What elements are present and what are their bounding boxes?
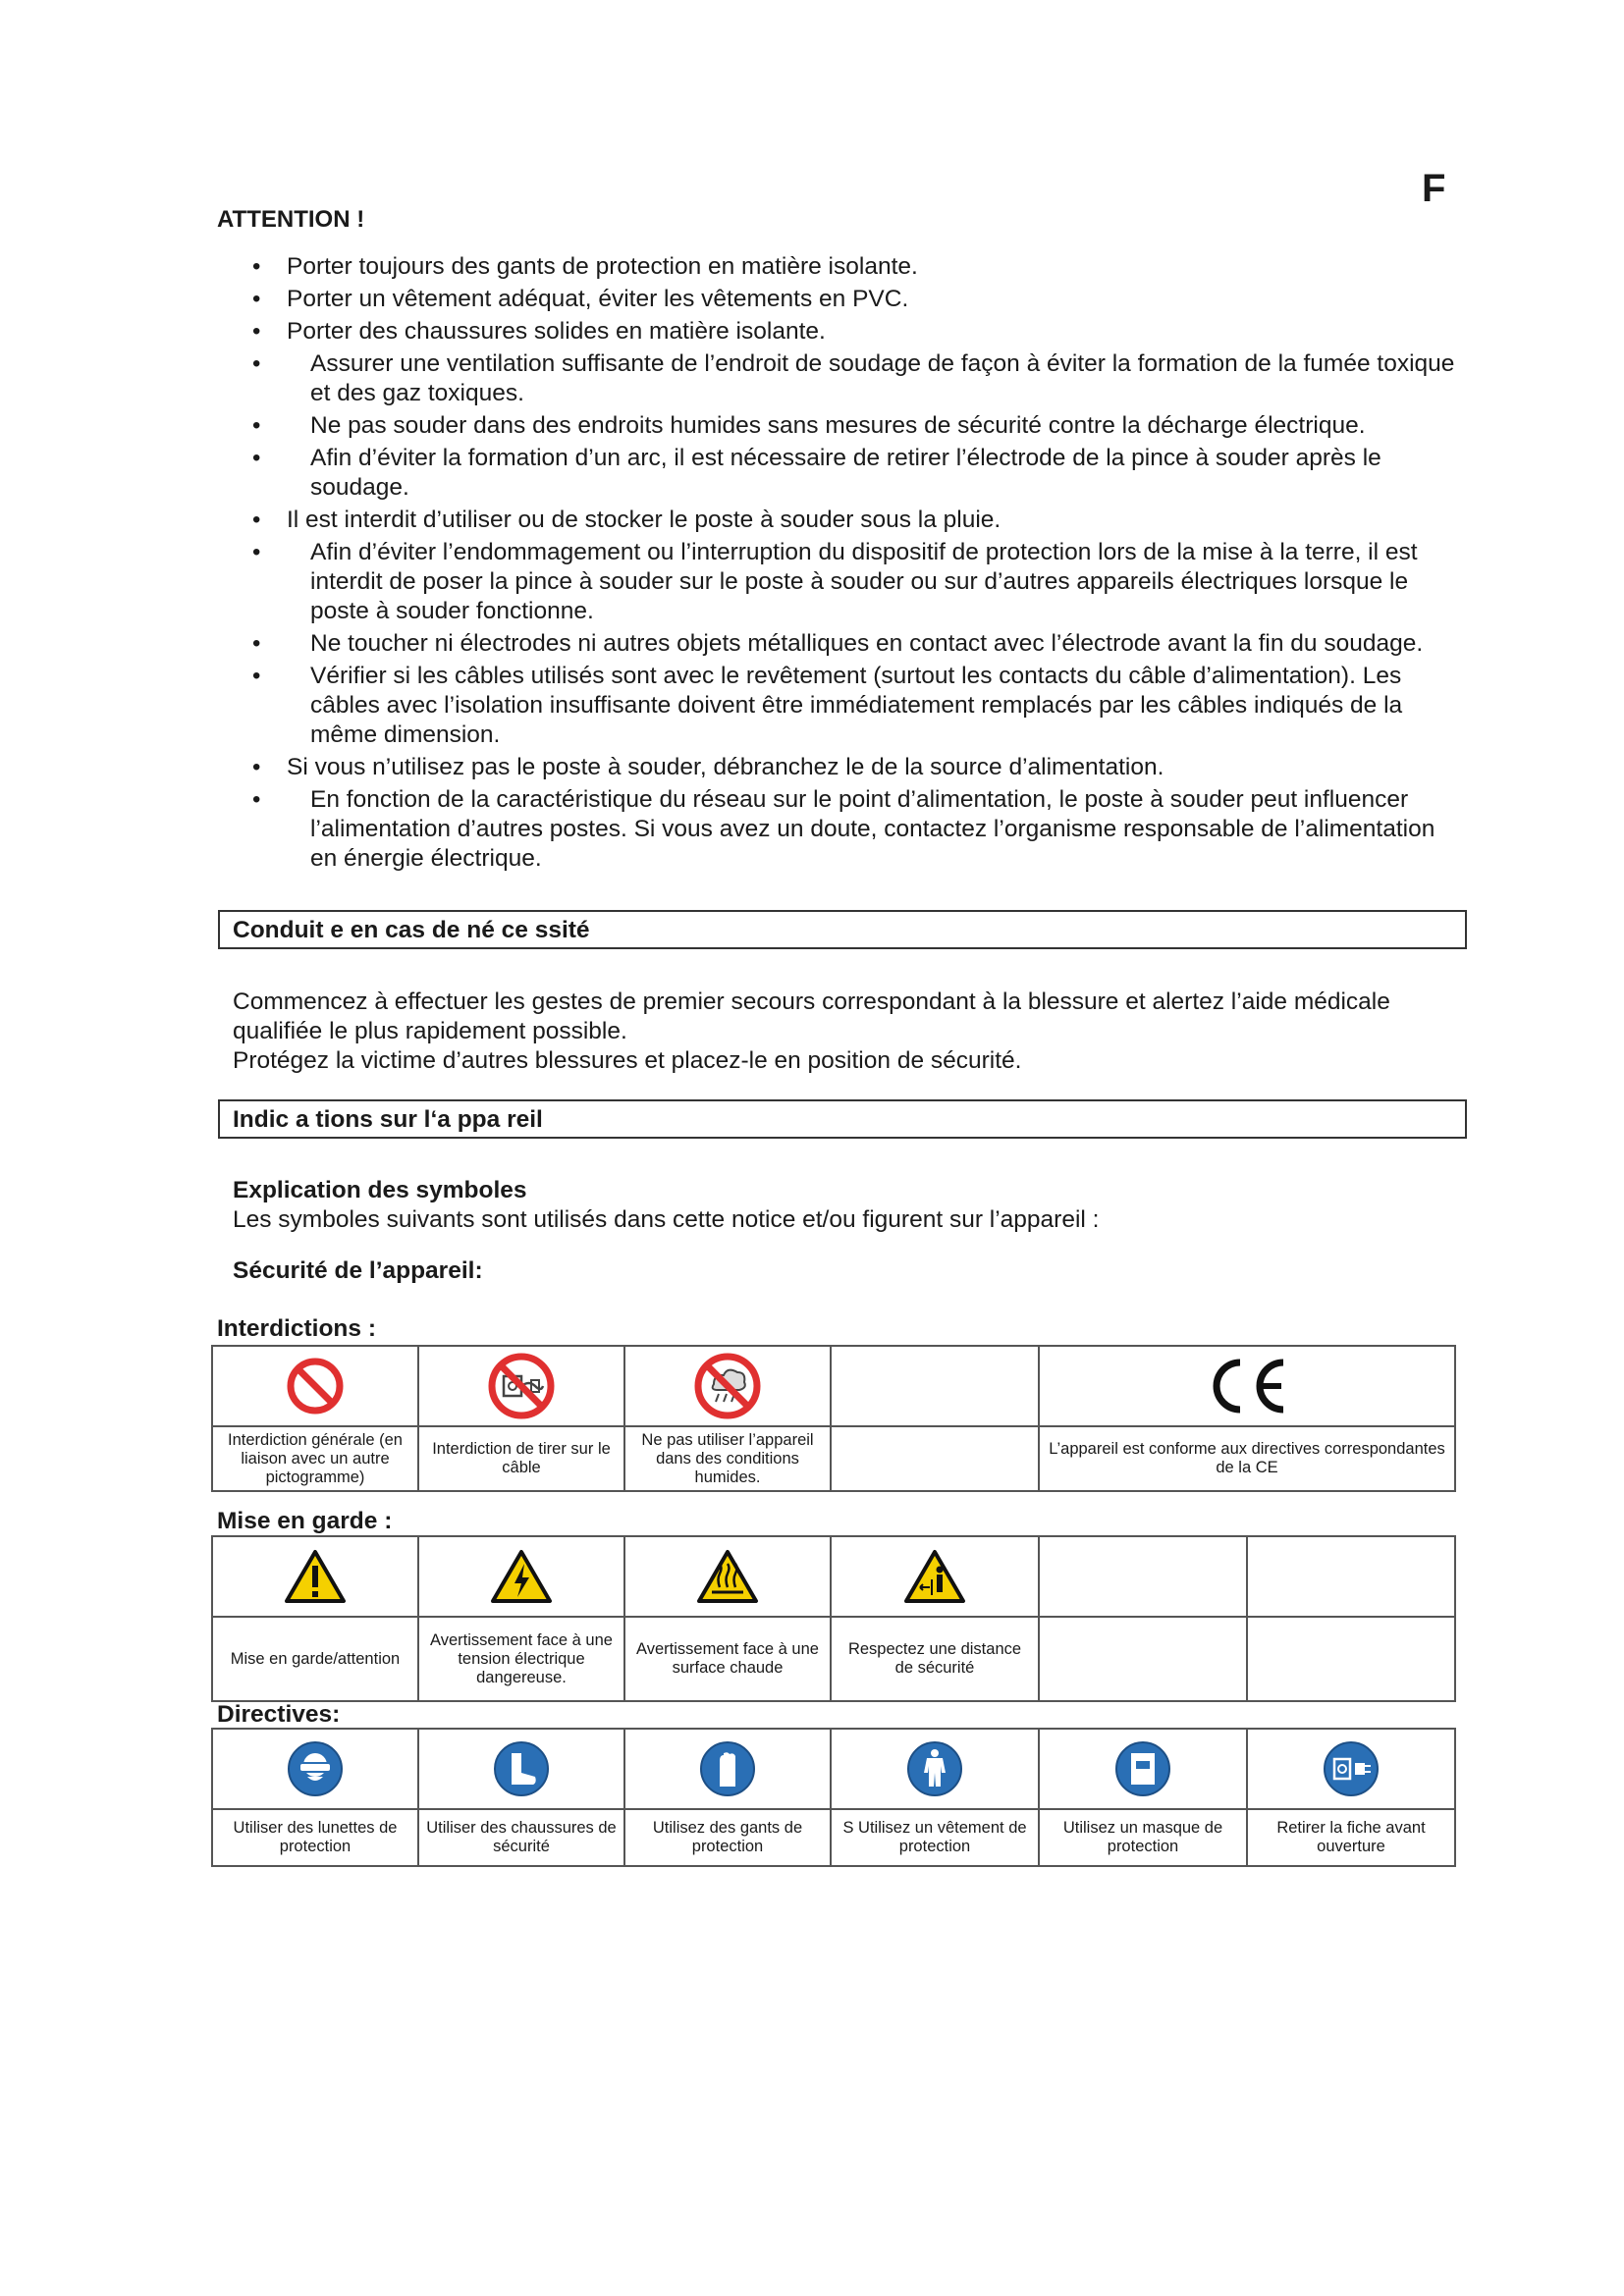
no-humid-use-icon xyxy=(692,1351,763,1421)
symbol-label: Interdiction de tirer sur le câble xyxy=(418,1426,624,1491)
symbol-label: Retirer la fiche avant ouverture xyxy=(1247,1809,1455,1866)
empty-cell xyxy=(831,1346,1039,1426)
explication-text: Les symboles suivants sont utilisés dans cette notice et/ou figurent sur l’appareil : xyxy=(233,1206,1100,1233)
symbol-label: Ne pas utiliser l’appareil dans des conditions humides. xyxy=(624,1426,831,1491)
icon-cell xyxy=(1039,1346,1455,1426)
icon-cell xyxy=(1039,1729,1247,1809)
section-heading-conduite xyxy=(218,910,1467,949)
empty-cell xyxy=(1247,1536,1455,1617)
list-item: • Afin d’éviter la formation d’un arc, il est nécessaire de retirer l’électrode de la pince à souder après le soudage. xyxy=(257,444,1465,503)
icon-cell xyxy=(624,1536,831,1617)
general-prohibition-icon xyxy=(286,1357,345,1415)
explication-title: Explication des symboles xyxy=(233,1177,527,1203)
list-item: • Assurer une ventilation suffisante de l’endroit de soudage de façon à éviter la formation de la fumée toxique et des gaz toxiques. xyxy=(257,349,1465,408)
symbol-label: Utiliser des chaussures de sécurité xyxy=(418,1809,624,1866)
mise-en-garde-title: Mise en garde : xyxy=(217,1508,393,1534)
interdictions-title: Interdictions : xyxy=(217,1315,376,1342)
section-heading-text: Indic a tions sur l‘a ppa reil xyxy=(233,1106,543,1133)
symbol-label: L’appareil est conforme aux directives correspondantes de la CE xyxy=(1039,1426,1455,1491)
symbol-label: S Utilisez un vêtement de protection xyxy=(831,1809,1039,1866)
list-item: • Ne toucher ni électrodes ni autres objets métalliques en contact avec l’électrode avant la fin du soudage. xyxy=(257,629,1465,659)
list-item: • Afin d’éviter l’endommagement ou l’interruption du dispositif de protection lors de la mise à la terre, il est interdit de poser la pince à souder sur le poste à souder ou sur d’autres appareils électriques lorsque le poste à souder fonctionne. xyxy=(257,538,1465,626)
gloves-icon xyxy=(698,1739,757,1798)
symbol-label xyxy=(831,1426,1039,1491)
attention-list xyxy=(257,252,1465,877)
icon-cell xyxy=(212,1346,418,1426)
safety-boots-icon xyxy=(492,1739,551,1798)
list-item: • Si vous n’utilisez pas le poste à souder, débranchez le de la source d’alimentation. xyxy=(257,753,1465,782)
list-item: • Porter un vêtement adéquat, éviter les vêtements en PVC. xyxy=(257,285,1465,314)
icon-cell xyxy=(624,1346,831,1426)
list-item: • Il est interdit d’utiliser ou de stocker le poste à souder sous la pluie. xyxy=(257,506,1465,535)
section-heading-indications xyxy=(218,1099,1467,1139)
attention-title: ATTENTION ! xyxy=(217,206,365,233)
empty-cell xyxy=(1039,1536,1247,1617)
icon-cell xyxy=(418,1729,624,1809)
symbol-label xyxy=(1039,1617,1247,1701)
directives-table xyxy=(211,1728,1456,1867)
list-item: • Vérifier si les câbles utilisés sont avec le revêtement (surtout les contacts du câble d’alimentation). Les câbles avec l’isolation insuffisante doivent être immédiatement remplacés par les câbles indiqués de la même dimension. xyxy=(257,662,1465,750)
first-aid-text: Commencez à effectuer les gestes de premier secours correspondant à la blessure et alertez l’aide médicale qualifiée le plus rapidement possible. xyxy=(233,988,1390,1044)
icon-cell xyxy=(831,1536,1039,1617)
directives-title: Directives: xyxy=(217,1701,341,1728)
securite-title: Sécurité de l’appareil: xyxy=(233,1257,483,1284)
icon-cell xyxy=(418,1536,624,1617)
hot-surface-icon xyxy=(695,1548,760,1605)
symbol-label: Mise en garde/attention xyxy=(212,1617,418,1701)
ce-mark-icon xyxy=(1203,1355,1291,1417)
safety-distance-icon xyxy=(902,1548,967,1605)
language-marker: F xyxy=(1422,167,1446,210)
symbol-label: Utilisez un masque de protection xyxy=(1039,1809,1247,1866)
mise-en-garde-table xyxy=(211,1535,1456,1702)
welding-mask-icon xyxy=(1113,1739,1172,1798)
symbol-label: Interdiction générale (en liaison avec un autre pictogramme) xyxy=(212,1426,418,1491)
electric-warning-icon xyxy=(489,1548,554,1605)
symbol-label: Respectez une distance de sécurité xyxy=(831,1617,1039,1701)
icon-cell xyxy=(1247,1729,1455,1809)
first-aid-text-2: Protégez la victime d’autres blessures et placez-le en position de sécurité. xyxy=(233,1047,1022,1074)
protective-clothing-icon xyxy=(905,1739,964,1798)
symbol-label: Utiliser des lunettes de protection xyxy=(212,1809,418,1866)
list-item: • Ne pas souder dans des endroits humides sans mesures de sécurité contre la décharge électrique. xyxy=(257,411,1465,441)
symbol-label: Avertissement face à une tension électrique dangereuse. xyxy=(418,1617,624,1701)
symbol-label: Avertissement face à une surface chaude xyxy=(624,1617,831,1701)
no-cable-pull-icon xyxy=(486,1351,557,1421)
icon-cell xyxy=(831,1729,1039,1809)
general-warning-icon xyxy=(283,1548,348,1605)
list-item: • Porter toujours des gants de protection en matière isolante. xyxy=(257,252,1465,282)
unplug-icon xyxy=(1322,1739,1380,1798)
section-heading-text: Conduit e en cas de né ce ssité xyxy=(233,917,590,943)
icon-cell xyxy=(418,1346,624,1426)
interdictions-table xyxy=(211,1345,1456,1492)
list-item: • Porter des chaussures solides en matière isolante. xyxy=(257,317,1465,347)
icon-cell xyxy=(212,1536,418,1617)
symbol-label: Utilisez des gants de protection xyxy=(624,1809,831,1866)
icon-cell xyxy=(624,1729,831,1809)
symbol-label xyxy=(1247,1617,1455,1701)
goggles-icon xyxy=(286,1739,345,1798)
list-item: • En fonction de la caractéristique du réseau sur le point d’alimentation, le poste à souder peut influencer l’alimentation d’autres postes. Si vous avez un doute, contactez l’organisme responsable de l’alimentation en énergie électrique. xyxy=(257,785,1465,874)
icon-cell xyxy=(212,1729,418,1809)
